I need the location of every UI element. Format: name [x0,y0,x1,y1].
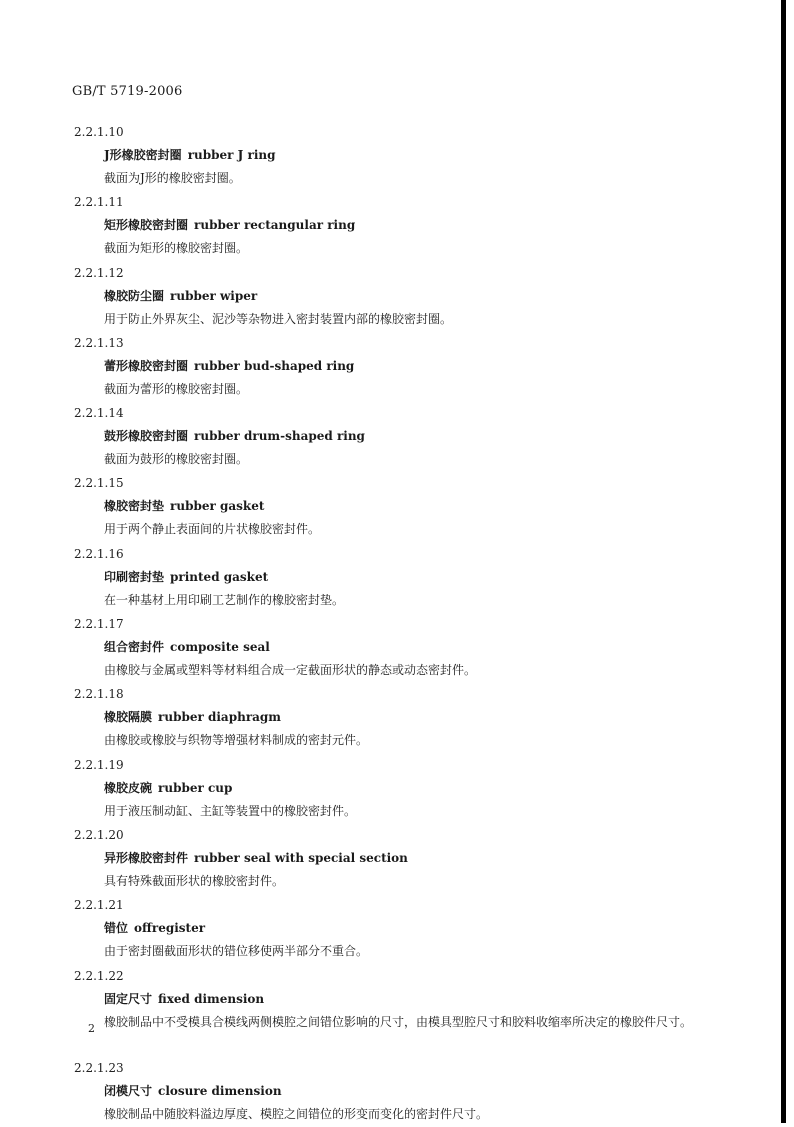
term-english: rubber bud-shaped ring [194,358,355,373]
term-definition: 由于密封圈截面形状的错位移使两半部分不重合。 [104,944,369,959]
term-number: 2.2.1.14 [74,406,124,421]
term-definition: 截面为鼓形的橡胶密封圈。 [104,452,249,467]
term-number: 2.2.1.22 [74,968,124,983]
term-entry [74,543,754,613]
term-entry [74,472,754,542]
term-chinese: 固定尺寸 [104,991,153,1006]
term-heading [74,143,754,167]
term-entry [74,121,754,191]
term-number: 2.2.1.20 [74,827,124,842]
term-english: closure dimension [158,1083,282,1098]
term-chinese: 橡胶隔膜 [104,710,153,725]
term-number: 2.2.1.15 [74,476,124,491]
term-heading [74,776,754,800]
term-chinese: 印刷密封垫 [104,569,165,584]
term-number: 2.2.1.11 [74,195,124,210]
term-english: rubber rectangular ring [194,218,356,233]
page-number: 2 [88,1022,95,1035]
term-definition: 截面为J形的橡胶密封圈。 [104,171,241,185]
term-chinese: 鼓形橡胶密封圈 [104,429,189,444]
term-list [74,121,754,1127]
term-entry [74,1057,754,1127]
term-entry [74,191,754,261]
term-definition: 由橡胶或橡胶与织物等增强材料制成的密封元件。 [104,733,369,748]
term-chinese: 橡胶皮碗 [104,780,153,795]
term-english: rubber seal with special section [194,850,408,865]
term-heading [74,213,754,237]
term-english: rubber gasket [170,499,265,514]
term-number: 2.2.1.18 [74,687,124,702]
term-heading [74,494,754,518]
term-definition: 橡胶制品中不受模具合模线两侧模腔之间错位影响的尺寸，由模具型腔尺寸和胶料收缩率所决定的橡胶件尺寸。 [104,1014,693,1029]
term-entry [74,824,754,894]
term-english: rubber cup [158,780,233,795]
term-chinese: 蕾形橡胶密封圈 [104,358,189,373]
term-chinese: 矩形橡胶密封圈 [104,218,189,233]
term-chinese: 组合密封件 [104,640,165,655]
term-entry [74,262,754,332]
term-number: 2.2.1.17 [74,617,124,632]
term-number: 2.2.1.16 [74,546,124,561]
term-english: rubber wiper [170,288,258,303]
term-heading [74,635,754,659]
term-chinese: 橡胶防尘圈 [104,288,165,303]
term-heading [74,284,754,308]
term-heading [74,424,754,448]
term-entry [74,402,754,472]
page-edge-rule [781,0,786,1123]
term-number: 2.2.1.10 [74,125,124,139]
term-number: 2.2.1.13 [74,335,124,350]
term-definition: 用于两个静止表面间的片状橡胶密封件。 [104,522,321,537]
term-number: 2.2.1.23 [74,1060,124,1075]
term-definition: 由橡胶与金属或塑料等材料组合成一定截面形状的静态或动态密封件。 [104,663,477,678]
term-definition: 用于防止外界灰尘、泥沙等杂物进入密封装置内部的橡胶密封圈。 [104,311,453,326]
term-entry [74,965,754,1057]
term-english: rubber drum-shaped ring [194,429,365,444]
term-english: offregister [134,921,206,936]
term-heading [74,1079,754,1103]
term-chinese: 闭模尺寸 [104,1083,153,1098]
term-heading [74,354,754,378]
term-entry [74,894,754,964]
term-entry [74,754,754,824]
term-definition: 用于液压制动缸、主缸等装置中的橡胶密封件。 [104,803,357,818]
term-english: rubber J ring [187,148,276,162]
term-heading [74,565,754,589]
term-english: rubber diaphragm [158,710,282,725]
term-definition: 在一种基材上用印刷工艺制作的橡胶密封垫。 [104,592,345,607]
term-definition: 橡胶制品中随胶料溢边厚度、模腔之间错位的形变而变化的密封件尺寸。 [104,1106,489,1121]
term-english: fixed dimension [158,991,265,1006]
term-heading [74,987,754,1011]
term-heading [74,916,754,940]
term-english: composite seal [170,640,270,655]
term-chinese: 橡胶密封垫 [104,499,165,514]
term-number: 2.2.1.19 [74,757,124,772]
term-entry [74,332,754,402]
term-definition: 截面为矩形的橡胶密封圈。 [104,241,249,256]
term-definition: 具有特殊截面形状的橡胶密封件。 [104,873,285,888]
term-number: 2.2.1.12 [74,265,124,280]
term-heading [74,846,754,870]
term-chinese: J形橡胶密封圈 [104,148,182,162]
term-entry [74,613,754,683]
term-heading [74,705,754,729]
term-definition: 截面为蕾形的橡胶密封圈。 [104,381,249,396]
term-chinese: 异形橡胶密封件 [104,850,189,865]
term-english: printed gasket [170,569,269,584]
document-code: GB/T 5719-2006 [72,84,183,99]
term-number: 2.2.1.21 [74,898,124,913]
term-chinese: 错位 [104,921,129,936]
term-entry [74,683,754,753]
